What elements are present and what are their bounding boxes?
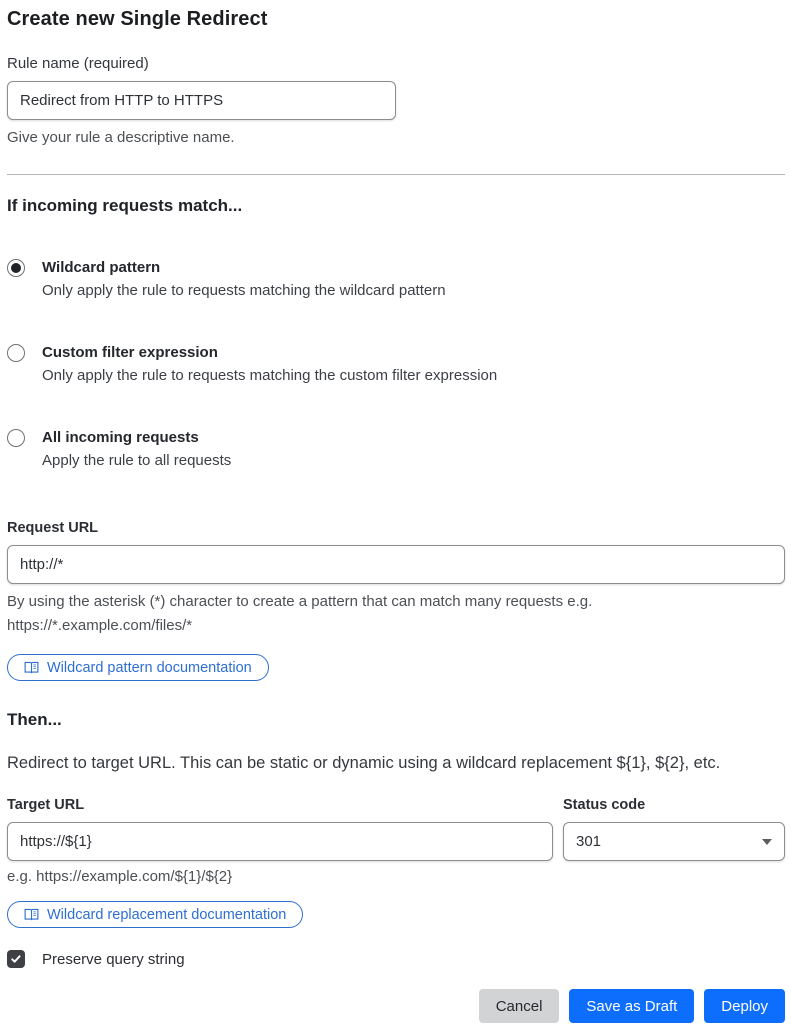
radio-dot: [11, 263, 21, 273]
radio-description: Only apply the rule to requests matching the custom filter expression: [42, 367, 498, 384]
radio-button-all-incoming-requests[interactable]: [7, 429, 25, 447]
radio-label[interactable]: All incoming requests: [42, 429, 199, 446]
rule-name-label: Rule name (required): [7, 55, 149, 72]
radio-label[interactable]: Custom filter expression: [42, 344, 218, 361]
request-url-label: Request URL: [7, 520, 99, 536]
chevron-down-icon: [762, 839, 772, 845]
target-url-input[interactable]: [7, 822, 553, 861]
request-url-input[interactable]: [7, 545, 785, 584]
preserve-query-string-checkbox[interactable]: [7, 950, 25, 968]
radio-description: Apply the rule to all requests: [42, 452, 232, 469]
radio-option-all-incoming-requests[interactable]: [7, 427, 785, 472]
target-status-row: [7, 795, 785, 887]
radio-button-custom-filter-expression[interactable]: [7, 344, 25, 362]
request-url-helper-line2: https://*.example.com/files/*: [7, 617, 193, 634]
preserve-query-string-row[interactable]: [7, 950, 785, 968]
radio-option-custom-filter-expression[interactable]: [7, 342, 785, 387]
request-url-helper-line1: By using the asterisk (*) character to create a pattern that can match many requests e.g.: [7, 593, 593, 610]
rule-name-helper: Give your rule a descriptive name.: [7, 129, 235, 146]
radio-dot: [11, 433, 21, 443]
radio-label[interactable]: Wildcard pattern: [42, 259, 161, 276]
page-title: Create new Single Redirect: [7, 8, 268, 30]
request-url-helper: [7, 590, 785, 638]
preserve-query-string-label: Preserve query string: [42, 950, 185, 968]
wildcard-replacement-docs-button[interactable]: [7, 901, 303, 928]
radio-dot: [11, 348, 21, 358]
wildcard-pattern-docs-label: Wildcard pattern documentation: [47, 659, 252, 676]
wildcard-replacement-docs-label: Wildcard replacement documentation: [47, 906, 287, 923]
status-code-select[interactable]: [563, 822, 785, 861]
then-description: Redirect to target URL. This can be static or dynamic using a wildcard replacement ${1}, ${2}, etc.: [7, 754, 721, 772]
status-code-label: Status code: [563, 797, 646, 813]
radio-button-wildcard-pattern[interactable]: [7, 259, 25, 277]
book-open-icon: [24, 660, 39, 675]
check-icon: [10, 953, 22, 965]
cancel-button[interactable]: Cancel: [479, 989, 560, 1023]
then-section-heading: Then...: [7, 710, 62, 729]
book-open-icon: [24, 907, 39, 922]
status-code-value: 301: [576, 833, 602, 850]
radio-option-wildcard-pattern[interactable]: [7, 257, 785, 302]
match-section-heading: If incoming requests match...: [7, 196, 243, 215]
deploy-button[interactable]: Deploy: [704, 989, 785, 1023]
section-divider: [7, 174, 785, 175]
target-url-label: Target URL: [7, 797, 85, 813]
form-actions: [7, 989, 785, 1023]
target-url-helper: e.g. https://example.com/${1}/${2}: [7, 868, 233, 885]
radio-description: Only apply the rule to requests matching the wildcard pattern: [42, 282, 446, 299]
wildcard-pattern-docs-button[interactable]: [7, 654, 269, 681]
rule-name-input[interactable]: [7, 81, 396, 120]
save-as-draft-button[interactable]: Save as Draft: [569, 989, 694, 1023]
